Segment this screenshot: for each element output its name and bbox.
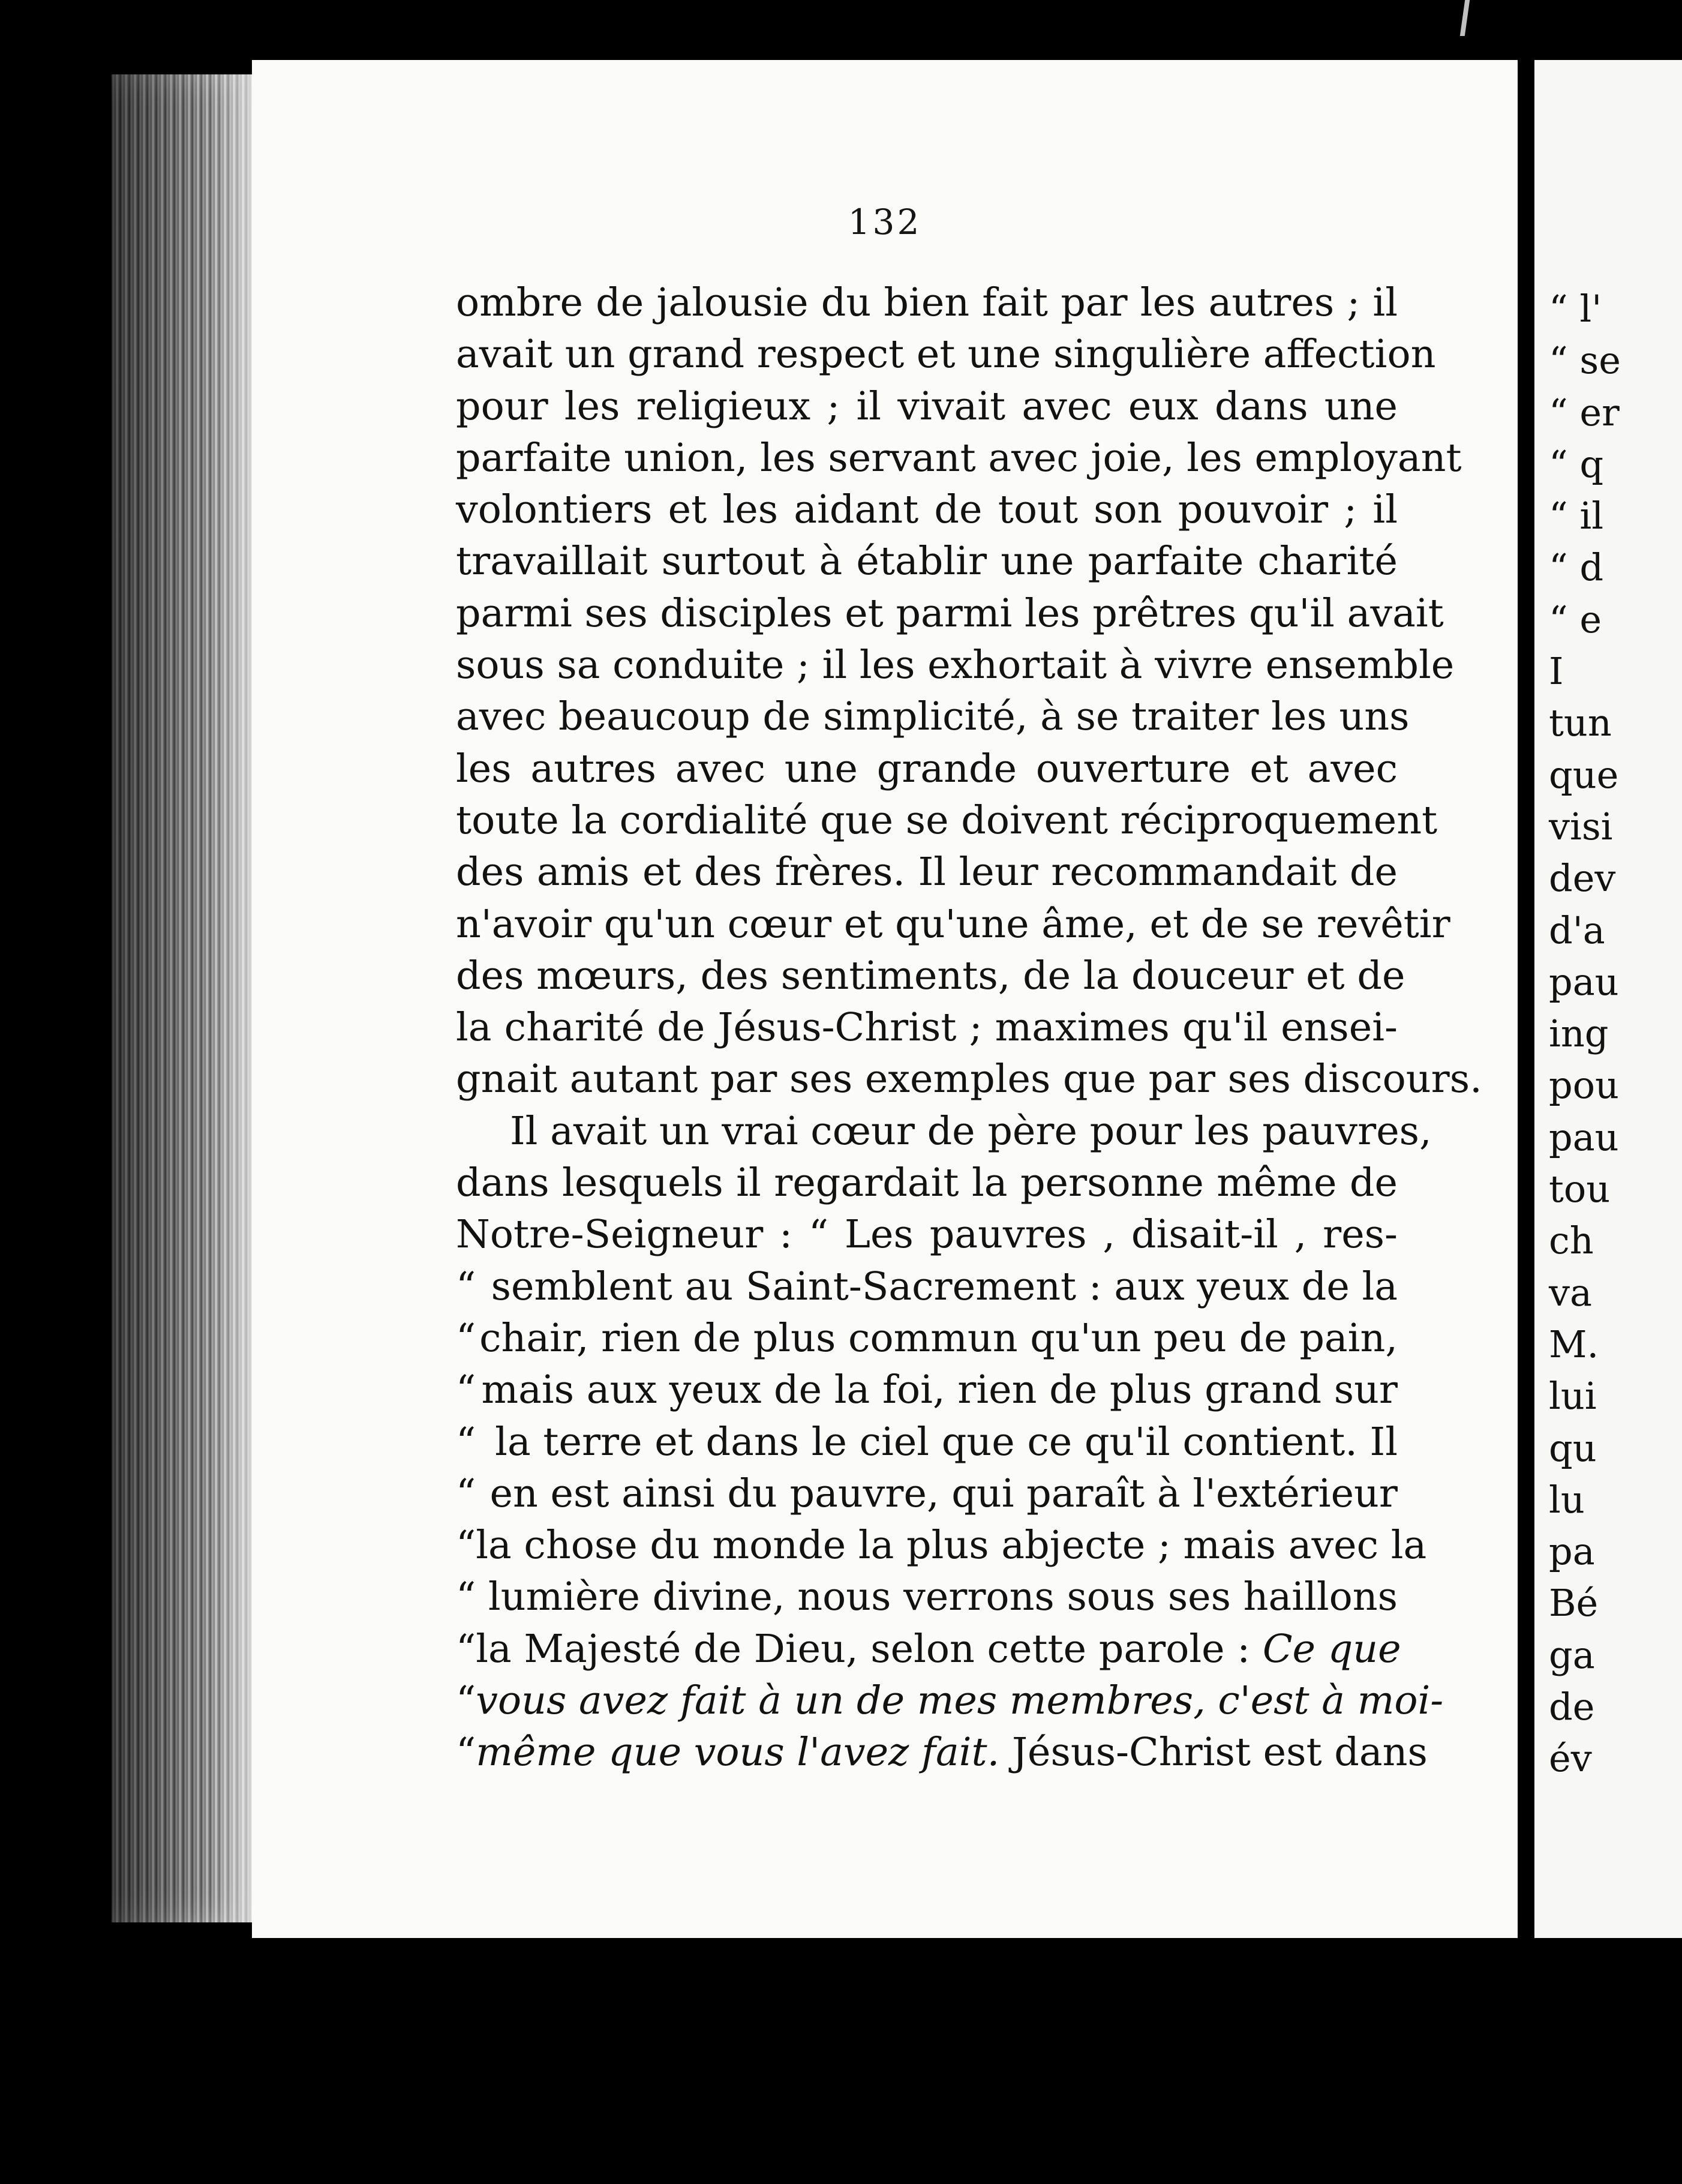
quoted-line [456, 1417, 1398, 1468]
scripture-italic-text: même que vous l'avez fait. [476, 1730, 1000, 1775]
text-line: sous sa conduite ; il les exhortait à vivre ensemble [456, 643, 1455, 688]
text-line: parfaite union, les servant avec joie, les employant [456, 435, 1462, 481]
quote-mark: “ [456, 1678, 476, 1724]
text-line: travaillait surtout à établir une parfaite charité [456, 539, 1398, 584]
quoted-plain-text: la Majesté de Dieu, selon cette parole : [476, 1626, 1263, 1672]
text-line: avec beaucoup de simplicité, à se traiter les uns [456, 694, 1410, 740]
quoted-text [476, 1624, 1401, 1675]
right-page-fragment: M. [1549, 1322, 1599, 1366]
right-page-fragment: “ se [1549, 338, 1621, 383]
page-text-block [456, 277, 1482, 1779]
text-line: n'avoir qu'un cœur et qu'une âme, et de se revêtir [456, 901, 1450, 947]
quote-mark: “ [456, 1367, 476, 1413]
right-page-fragment: lu [1549, 1477, 1585, 1522]
right-page-fragment: lui [1549, 1374, 1597, 1418]
right-page-fragment: Bé [1549, 1581, 1599, 1625]
right-page-fragment: pa [1549, 1529, 1595, 1574]
quoted-line [456, 1313, 1398, 1364]
right-page-fragment: “ e [1549, 597, 1602, 641]
text-line: des amis et des frères. Il leur recommandait de [456, 850, 1398, 895]
quote-mark: “ [456, 1574, 476, 1620]
right-page-fragment: pau [1549, 959, 1619, 1004]
right-page-fragment: d'a [1549, 908, 1605, 952]
quoted-text [476, 1727, 1428, 1778]
quoted-text: la chose du monde la plus abjecte ; mais avec la [476, 1523, 1427, 1568]
right-page-fragment: visi [1549, 804, 1613, 848]
page-edge-stack [112, 74, 256, 1922]
quoted-line [456, 1571, 1398, 1623]
scripture-italic-text: Ce que [1262, 1626, 1401, 1672]
text-line: avait un grand respect et une singulière affection [456, 332, 1436, 377]
quoted-line [456, 1520, 1427, 1571]
quoted-plain-text: Jésus-Christ est dans [999, 1730, 1428, 1775]
quote-mark: “ [456, 1471, 476, 1516]
quoted-line [456, 1624, 1401, 1675]
text-line: parmi ses disciples et parmi les prêtres qu'il avait [456, 590, 1444, 636]
left-page [252, 60, 1518, 1938]
right-page-fragment: tou [1549, 1167, 1611, 1211]
text-line: des mœurs, des sentiments, de la douceur et de [456, 953, 1405, 998]
scripture-italic-text: vous avez fait à un de mes membres, c'est à moi- [476, 1678, 1444, 1724]
text-line: les autres avec une grande ouverture et avec [456, 746, 1398, 791]
text-line: toute la cordialité que se doivent réciproquement [456, 797, 1438, 843]
right-page-fragment: “ q [1549, 442, 1604, 486]
text-line: pour les religieux ; il vivait avec eux dans une [456, 383, 1398, 429]
text-line: volontiers et les aidant de tout son pouvoir ; il [456, 487, 1398, 533]
right-page-fragment: ch [1549, 1219, 1594, 1263]
quoted-line [456, 1261, 1398, 1313]
quoted-text: lumière divine, nous verrons sous ses haillons [488, 1574, 1398, 1620]
right-page-fragment: dev [1549, 856, 1616, 901]
right-page-fragment: pau [1549, 1115, 1619, 1159]
paragraph-start-line: Il avait un vrai cœur de père pour les pauvres, [510, 1108, 1432, 1154]
text-line: ombre de jalousie du bien fait par les autres ; il [456, 280, 1398, 325]
right-page-fragment: ing [1549, 1012, 1609, 1056]
right-page-fragment: pou [1549, 1063, 1619, 1108]
quote-mark: “ [456, 1315, 476, 1361]
right-page-fragment: qu [1549, 1426, 1597, 1470]
right-page-fragment: ga [1549, 1633, 1595, 1677]
right-page-fragment: év [1549, 1736, 1592, 1781]
right-page-partial [1534, 60, 1682, 1938]
right-page-fragment: “ l' [1549, 287, 1602, 331]
quoted-text: semblent au Saint-Sacrement : aux yeux de la [491, 1264, 1398, 1309]
right-page-fragment: “ er [1549, 390, 1620, 434]
scan-artifact-mark [1460, 0, 1470, 36]
quoted-text: chair, rien de plus commun qu'un peu de pain, [479, 1315, 1398, 1361]
quoted-line [456, 1727, 1428, 1778]
quote-mark: “ [456, 1730, 476, 1775]
quote-mark: “ [456, 1264, 476, 1309]
quote-mark: “ [456, 1626, 476, 1672]
quoted-text: en est ainsi du pauvre, qui paraît à l'extérieur [489, 1471, 1398, 1516]
right-page-fragment: “ il [1549, 494, 1604, 538]
quoted-text: mais aux yeux de la foi, rien de plus grand sur [481, 1367, 1398, 1413]
right-page-fragment: de [1549, 1685, 1595, 1729]
quoted-line [456, 1468, 1398, 1520]
page-number: 132 [848, 202, 922, 242]
right-page-text [1549, 283, 1621, 1785]
paragraph-end-line: gnait autant par ses exemples que par ses discours. [456, 1057, 1482, 1102]
right-page-fragment: que [1549, 752, 1619, 797]
text-line: la charité de Jésus-Christ ; maximes qu'il ensei- [456, 1005, 1398, 1051]
text-line: dans lesquels il regardait la personne même de [456, 1160, 1398, 1206]
quoted-line [456, 1364, 1398, 1416]
text-line: Notre-Seigneur : “ Les pauvres , disait-il , res- [456, 1212, 1398, 1258]
right-page-fragment: tun [1549, 701, 1612, 745]
right-page-fragment: I [1549, 649, 1564, 694]
quoted-line [456, 1675, 1444, 1727]
quote-mark: “ [456, 1523, 476, 1568]
quote-mark: “ [456, 1419, 476, 1465]
quoted-text: la terre et dans le ciel que ce qu'il contient. Il [495, 1419, 1398, 1465]
right-page-fragment: “ d [1549, 545, 1604, 590]
right-page-fragment: va [1549, 1270, 1592, 1315]
